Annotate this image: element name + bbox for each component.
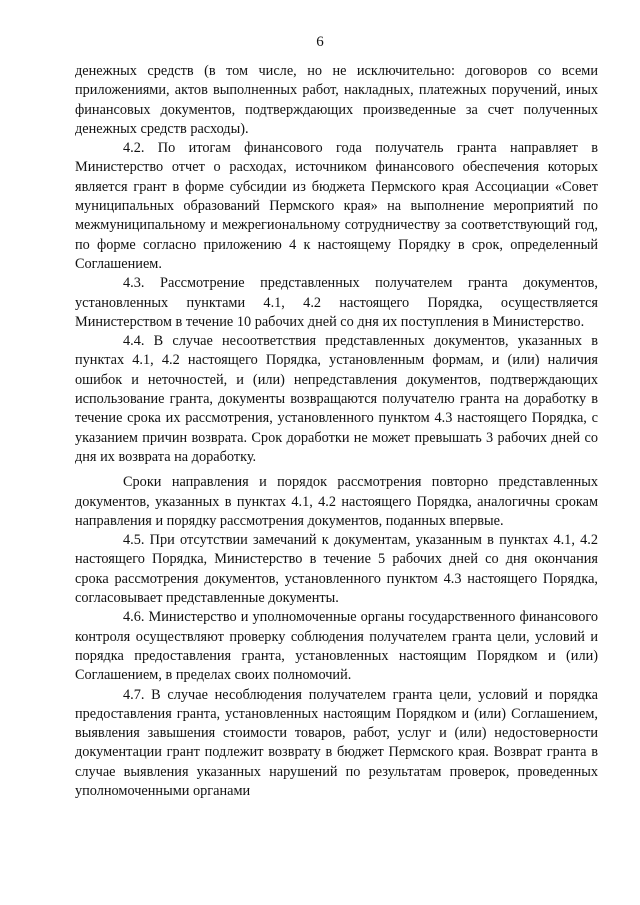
paragraph-resubmission-terms: Сроки направления и порядок рассмотрения повторно представленных документов, указанных в пунктах 4.1, 4.2 настоящего Порядка, аналогичны срокам направления и порядку рассмотрения документов, поданных впервые.	[75, 474, 598, 529]
page-number: 6	[316, 34, 324, 50]
paragraph-4-2: 4.2. По итогам финансового года получатель гранта направляет в Министерство отчет о расходах, источником финансового обеспечения которых является грант в форме субсидии из бюджета Пермского края Ассоциации «Совет муниципальных образований Пермского края» на выполнение мероприятий по межмуниципальному и межрегиональному сотрудничеству за соответствующий год, по форме согласно приложению 4 к настоящему Порядку в срок, определенный Соглашением.	[75, 140, 598, 272]
paragraph-4-4: 4.4. В случае несоответствия представленных документов, указанных в пунктах 4.1, 4.2 настоящего Порядка, установленным формам, и (или) наличия ошибок и неточностей, и (или) непредставления документов, подтверждающих использование гранта, документы возвращаются получателю гранта на доработку в течение срока их рассмотрения, установленного пунктом 4.3 настоящего Порядка, с указанием причин возврата. Срок доработки не может превышать 3 рабочих дней со дня их возврата на доработку.	[75, 333, 598, 465]
paragraph-4-7: 4.7. В случае несоблюдения получателем гранта цели, условий и порядка предоставления гранта, установленных настоящим Порядком и (или) Соглашением, выявления завышения стоимости товаров, работ, услуг и (или) недостоверности документации грант подлежит возврату в бюджет Пермского края. Возврат гранта в случае выявления указанных нарушений по результатам проверок, проведенных уполномоченными органами	[75, 686, 598, 799]
paragraph-continuation: денежных средств (в том числе, но не исключительно: договоров со всеми приложениями, актов выполненных работ, накладных, платежных поручений, иных финансовых документов, подтверждающих произведенные за счет полученных денежных средств расходы).	[75, 63, 598, 137]
paragraph-4-6: 4.6. Министерство и уполномоченные органы государственного финансового контроля осуществляют проверку соблюдения получателем гранта цели, условий и порядка предоставления гранта, установленных настоящим Порядком и (или) Соглашением, в пределах своих полномочий.	[75, 609, 598, 684]
paragraph-4-5: 4.5. При отсутствии замечаний к документам, указанным в пунктах 4.1, 4.2 настоящего Порядка, Министерство в течение 5 рабочих дней со дня окончания срока рассмотрения документов, установленного пунктом 4.3 настоящего Порядка, согласовывает представленные документы.	[75, 532, 598, 607]
paragraph-4-3: 4.3. Рассмотрение представленных получателем гранта документов, установленных пунктами 4.1, 4.2 настоящего Порядка, осуществляется Министерством в течение 10 рабочих дней со дня их поступления в Министерство.	[75, 275, 598, 330]
document-body	[75, 62, 598, 801]
